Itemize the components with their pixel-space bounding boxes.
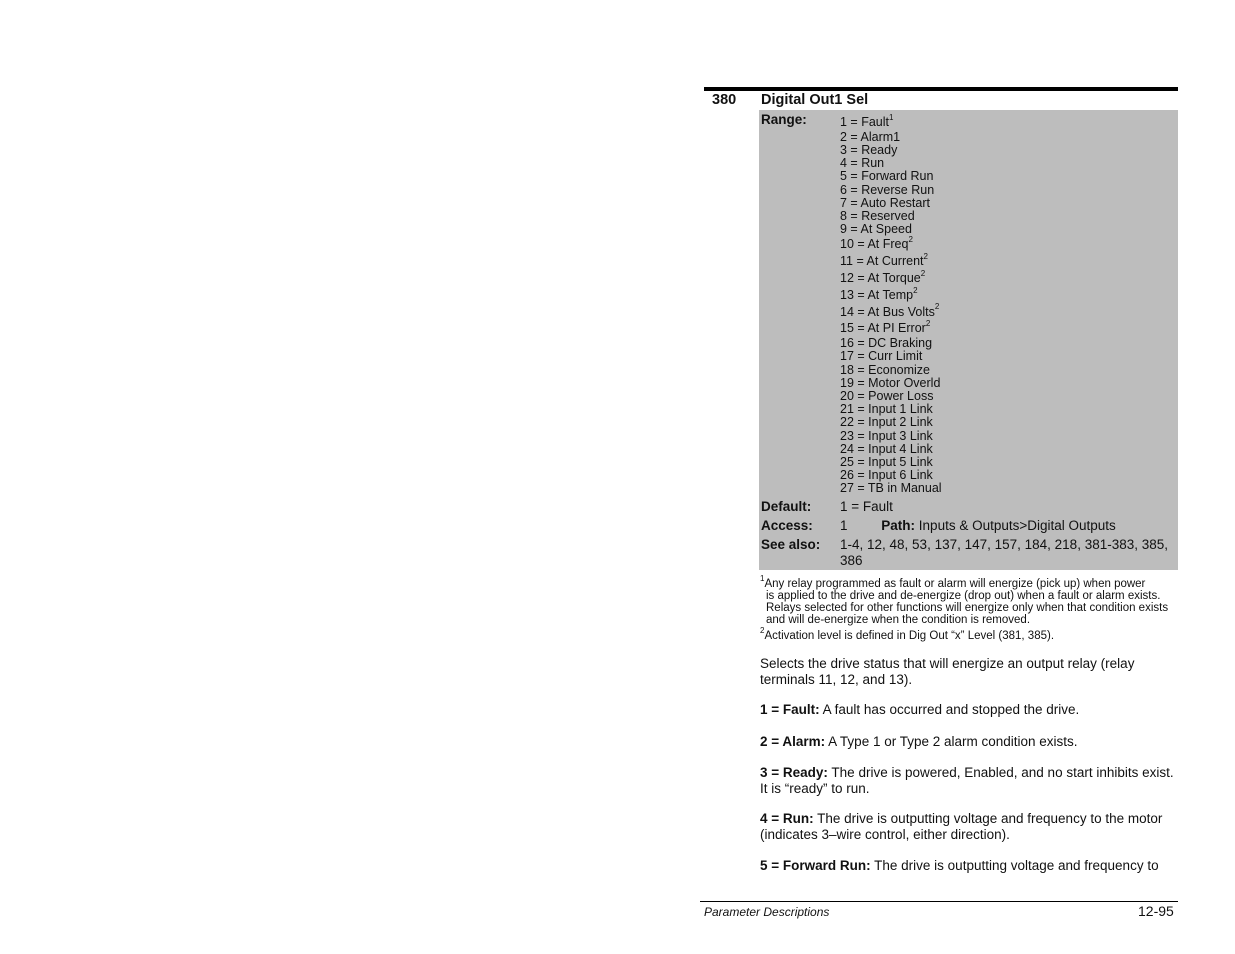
range-option-text: 27 = TB in Manual [840,481,942,496]
see-also-label: See also: [761,537,821,552]
alarm-term: 2 = Alarm: [760,734,826,749]
range-option-text: 12 = At Torque [840,271,921,286]
footnote-2-mark: 2 [760,626,765,636]
range-option-text: 19 = Motor Overld [840,375,941,390]
top-rule [704,87,1178,91]
range-option [840,236,942,253]
range-option-footnote-mark: 2 [925,319,931,329]
default-label: Default: [761,499,812,514]
range-option-footnote-mark: 2 [920,268,926,278]
access-value: 1 [840,518,848,533]
path-label: Path: [881,518,916,533]
parameter-number: 380 [712,92,737,108]
range-option-text: 16 = DC Braking [840,336,933,351]
range-option-footnote-mark: 2 [913,285,918,295]
range-option-text: 2 = Alarm1 [840,129,901,144]
range-option-text: 23 = Input 3 Link [840,428,933,443]
range-option [840,304,942,321]
range-option-footnote-mark: 2 [934,302,940,312]
bottom-rule [700,901,1178,902]
ready-term: 3 = Ready: [760,765,828,780]
fault-term: 1 = Fault: [760,702,820,717]
range-option-footnote-mark: 2 [923,252,928,262]
forward-run-text: The drive is outputting voltage and frequency to [870,858,1159,873]
footnote-2-text: Activation level is defined in Dig Out “x” Level (381, 385). [764,630,1055,642]
see-also-value: 1-4, 12, 48, 53, 137, 147, 157, 184, 218, 381-383, 385, 386 [840,537,1169,568]
range-option-text: 13 = At Temp [840,287,914,302]
path-value: Inputs & Outputs>Digital Outputs [918,518,1116,533]
description-intro: Selects the drive status that will energize an output relay (relay terminals 11, 12, and 13). [760,656,1135,687]
range-option-footnote-mark: 1 [889,112,894,122]
footer-section-title: Parameter Descriptions [704,905,830,919]
range-option-text: 21 = Input 1 Link [840,402,933,417]
range-option-text: 3 = Ready [840,143,898,157]
range-option [840,320,942,337]
range-option [840,270,942,287]
footnote-1 [760,574,1178,626]
ready-text: The drive is powered, Enabled, and no start inhibits exist. It is “ready” to run. [760,765,1174,796]
range-option-text: 4 = Run [840,156,885,171]
range-option [840,253,942,270]
description-fault [760,702,1178,718]
range-option-text: 15 = At PI Error [840,321,926,336]
description-forward-run [760,858,1178,874]
footnote-1-mark: 1 [760,574,765,584]
range-option [840,114,942,131]
range-option-text: 14 = At Bus Volts [840,304,935,319]
range-label: Range: [761,112,807,127]
range-option-text: 8 = Reserved [840,209,915,224]
range-list [840,114,942,496]
access-label: Access: [761,518,813,533]
range-option-text: 11 = At Current [840,254,924,269]
range-option-text: 18 = Economize [840,362,930,377]
description-alarm [760,734,1178,750]
range-option [840,287,942,304]
range-option-text: 24 = Input 4 Link [840,441,933,456]
range-option-footnote-mark: 2 [908,235,913,245]
range-option-text: 17 = Curr Limit [840,349,923,364]
parameter-name: Digital Out1 Sel [761,92,869,108]
footnote-1-rest: is applied to the drive and de-energize (drop out) when a fault or alarm exists. Relays selected for other functions will energize only when that condition exists and will de-energize when the condition is removed. [766,590,1169,626]
range-option-text: 1 = Fault [840,115,889,129]
range-option-text: 22 = Input 2 Link [840,415,933,430]
parameter-shaded-box [759,110,1178,570]
range-option-text: 7 = Auto Restart [840,195,930,210]
run-text: The drive is outputting voltage and frequency to the motor (indicates 3–wire control, either direction). [760,811,1163,842]
range-option-text: 9 = At Speed [840,222,912,237]
range-option-text: 5 = Forward Run [840,169,934,184]
fault-text: A fault has occurred and stopped the drive. [819,702,1080,717]
run-term: 4 = Run: [760,811,814,826]
range-option-text: 25 = Input 5 Link [840,455,933,470]
range-option [840,482,942,495]
default-value: 1 = Fault [840,499,893,514]
range-option-text: 20 = Power Loss [840,389,934,404]
footnote-2 [760,626,1178,642]
footnote-1-line1: Any relay programmed as fault or alarm will energize (pick up) when power [764,578,1146,590]
range-option-text: 10 = At Freq [840,237,909,252]
description-ready [760,765,1178,796]
page-number: 12-95 [1138,903,1174,919]
alarm-text: A Type 1 or Type 2 alarm condition exists. [825,734,1078,749]
description-run [760,811,1178,842]
range-option-text: 6 = Reverse Run [840,182,935,197]
forward-run-term: 5 = Forward Run: [760,858,871,873]
access-row [840,518,1116,533]
range-option-text: 26 = Input 6 Link [840,468,933,483]
range-option [840,223,942,236]
